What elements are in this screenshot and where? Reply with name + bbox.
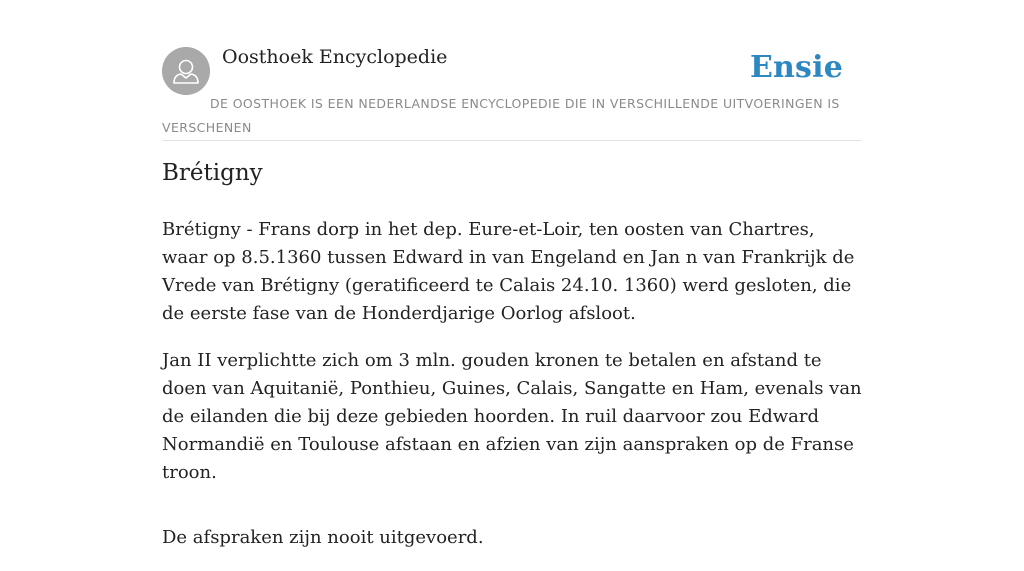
source-tagline: DE OOSTHOEK IS EEN NEDERLANDSE ENCYCLOPEDIE DIE IN VERSCHILLENDE UITVOERINGEN IS VERSCHENEN xyxy=(162,96,840,135)
article-title: Brétigny xyxy=(162,160,263,186)
article-paragraph: Brétigny - Frans dorp in het dep. Eure-et-Loir, ten oosten van Chartres, waar op 8.5.1360 tussen Edward in van Engeland en Jan n van Frankrijk de Vrede van Brétigny (geratificeerd te Calais 24.10. 1360) werd gesloten, die de eerste fase van de Honderdjarige Oorlog afsloot. xyxy=(162,219,855,324)
user-avatar-icon[interactable] xyxy=(162,47,210,95)
article-paragraph: De afspraken zijn nooit uitgevoerd. xyxy=(162,527,484,548)
ensie-logo-link[interactable]: Ensie xyxy=(749,50,843,85)
article-paragraph: Jan II verplichtte zich om 3 mln. gouden kronen te betalen en afstand te doen van Aquitanië, Ponthieu, Guines, Calais, Sangatte en Ham, evenals van de eilanden die bij deze gebieden hoorden. In ruil daarvoor zou Edward Normandië en Toulouse afstaan en afzien van zijn aanspraken op de Franse troon. xyxy=(162,350,862,483)
source-header xyxy=(162,46,862,141)
article-body xyxy=(162,216,862,571)
source-name-link[interactable]: Oosthoek Encyclopedie xyxy=(222,46,448,68)
